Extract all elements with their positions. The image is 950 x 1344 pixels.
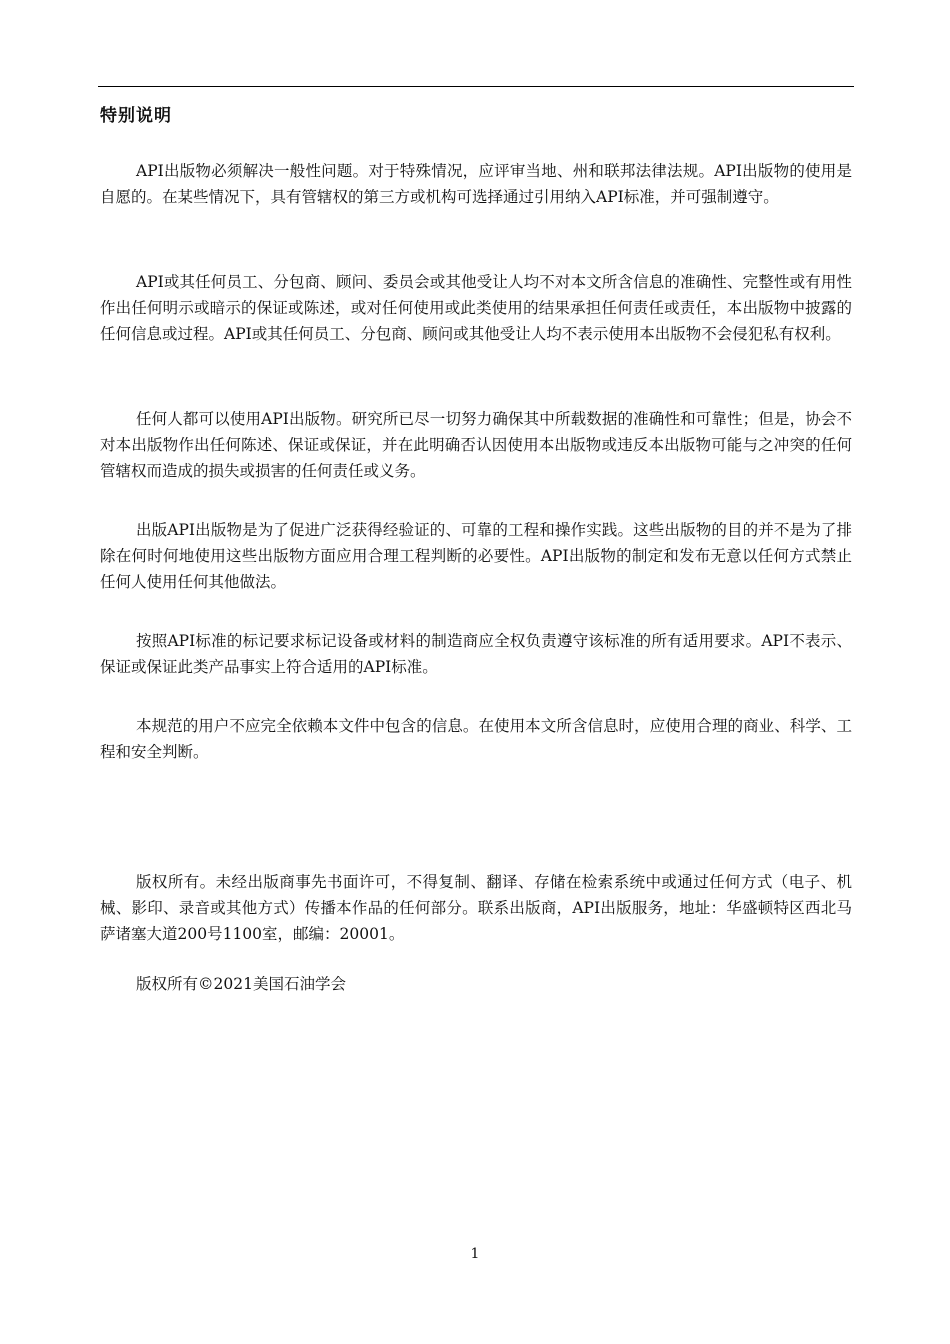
section-heading: 特别说明 xyxy=(100,106,172,126)
paragraph-voluntary-use: API出版物必须解决一般性问题。对于特殊情况，应评审当地、州和联邦法律法规。API出版物的使用是自愿的。在某些情况下，具有管辖权的第三方或机构可选择通过引用纳入API标准，并可强制遵守。 xyxy=(100,162,852,206)
paragraph-liability-disclaimer: 任何人都可以使用API出版物。研究所已尽一切努力确保其中所载数据的准确性和可靠性；但是，协会不对本出版物作出任何陈述、保证或保证，并在此明确否认因使用本出版物或违反本出版物可能与之冲突的任何管辖权而造成的损失或损害的任何责任或义务。 xyxy=(100,410,852,480)
paragraph-no-warranty: API或其任何员工、分包商、顾问、委员会或其他受让人均不对本文所含信息的准确性、完整性或有用性作出任何明示或暗示的保证或陈述，或对任何使用或此类使用的结果承担任何责任或责任，本出版物中披露的任何信息或过程。API或其任何员工、分包商、顾问或其他受让人均不表示使用本出版物不会侵犯私有权利。 xyxy=(100,273,852,343)
copyright-notice: 版权所有。未经出版商事先书面许可，不得复制、翻译、存储在检索系统中或通过任何方式（电子、机械、影印、录音或其他方式）传播本作品的任何部分。联系出版商，API出版服务，地址：华盛顿特区西北马萨诸塞大道200号1100室，邮编：20001。 xyxy=(100,873,852,943)
copyright-line: 版权所有©2021美国石油学会 xyxy=(136,975,346,993)
paragraph-user-judgment: 本规范的用户不应完全依赖本文件中包含的信息。在使用本文所含信息时，应使用合理的商业、科学、工程和安全判断。 xyxy=(100,717,852,761)
top-rule-divider xyxy=(98,86,854,87)
paragraph-marking-requirements: 按照API标准的标记要求标记设备或材料的制造商应全权负责遵守该标准的所有适用要求。API不表示、保证或保证此类产品事实上符合适用的API标准。 xyxy=(100,632,852,676)
paragraph-purpose: 出版API出版物是为了促进广泛获得经验证的、可靠的工程和操作实践。这些出版物的目的并不是为了排除在何时何地使用这些出版物方面应用合理工程判断的必要性。API出版物的制定和发布无意以任何方式禁止任何人使用任何其他做法。 xyxy=(100,521,852,591)
page-number: 1 xyxy=(470,1246,480,1262)
